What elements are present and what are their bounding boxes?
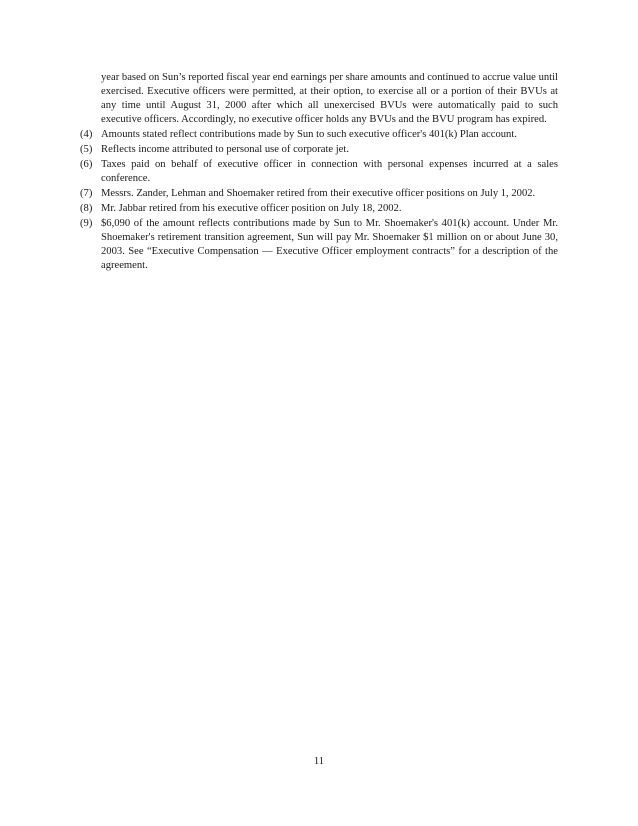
- footnote-number: (4): [80, 129, 93, 140]
- footnote-8: [80, 202, 558, 216]
- footnote-9: [80, 217, 558, 273]
- footnote-text: Mr. Jabbar retired from his executive officer position on July 18, 2002.: [101, 203, 402, 214]
- footnote-number: (8): [80, 203, 93, 214]
- footnote-continuation: year based on Sun’s reported fiscal year end earnings per share amounts and continued to accrue value until exercised. Executive officers were permitted, at their option, to exercise all or a portion of their BVUs at any time until August 31, 2000 after which all unexercised BVUs were automatically paid to such executive officers. Accordingly, no executive officer holds any BVUs and the BVU program has expired.: [101, 72, 558, 125]
- footnote-text: Amounts stated reflect contributions made by Sun to such executive officer's 401(k) Plan account.: [101, 129, 517, 140]
- footnote-number: (5): [80, 144, 93, 155]
- footnote-7: [80, 187, 558, 201]
- footnote-4: [80, 128, 558, 142]
- footnote-text: $6,090 of the amount reflects contributions made by Sun to Mr. Shoemaker's 401(k) account. Under Mr. Shoemaker's retirement transition agreement, Sun will pay Mr. Shoemaker $1 million on or about June 30, 2003. See “Executive Compensation — Executive Officer employment contracts” for a description of the agreement.: [101, 218, 558, 271]
- footnote-number: (7): [80, 188, 93, 199]
- footnote-text: Reflects income attributed to personal use of corporate jet.: [101, 144, 349, 155]
- footnotes: [80, 71, 558, 274]
- footnote-number: (6): [80, 159, 93, 170]
- footnote-6: [80, 158, 558, 186]
- footnote-number: (9): [80, 218, 93, 229]
- page-number: 11: [313, 756, 325, 767]
- footnote-text: Taxes paid on behalf of executive officer in connection with personal expenses incurred at a sales conference.: [101, 159, 558, 184]
- footnote-text: Messrs. Zander, Lehman and Shoemaker retired from their executive officer positions on July 1, 2002.: [101, 188, 536, 199]
- footnote-5: [80, 143, 558, 157]
